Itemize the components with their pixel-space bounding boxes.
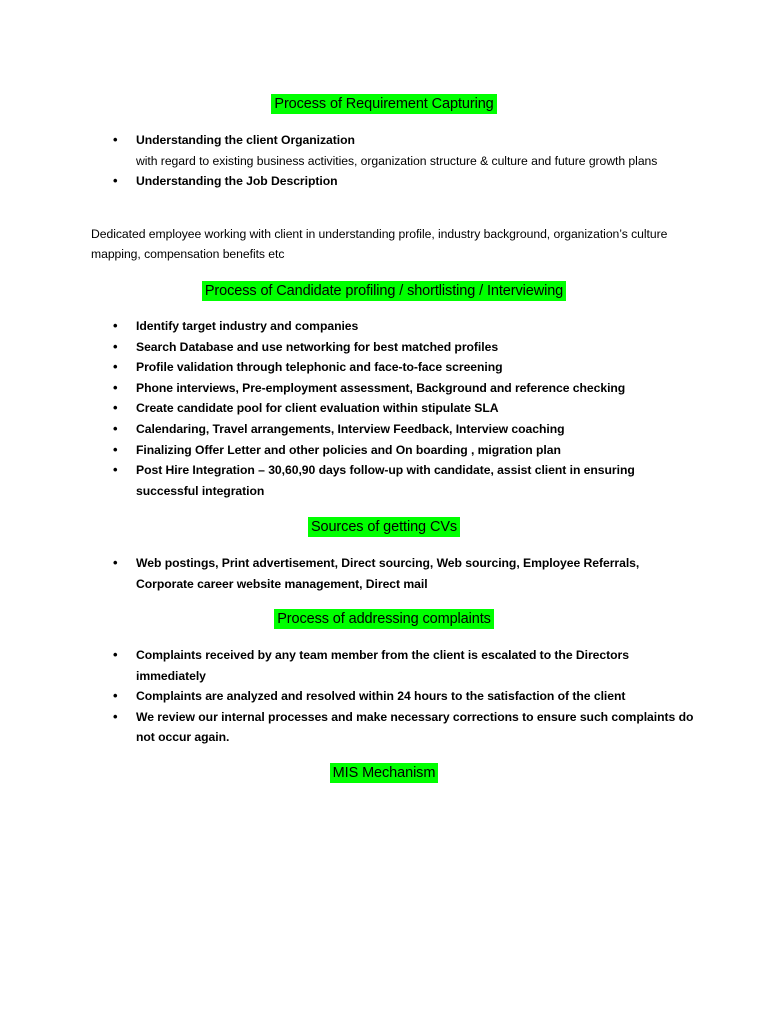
sources-list	[0, 553, 700, 594]
list-item: • Identify target industry and companies	[0, 316, 700, 337]
list-item: • Phone interviews, Pre-employment assessment, Background and reference checking	[0, 378, 700, 399]
list-item: • Search Database and use networking for best matched profiles	[0, 337, 700, 358]
list-item: • Complaints received by any team member from the client is escalated to the Directors immediately	[0, 645, 700, 686]
requirement-item-detail: with regard to existing business activities, organization structure & culture and future growth plans	[136, 153, 658, 168]
heading-addressing-complaints: Process of addressing complaints	[274, 609, 494, 629]
section-heading-wrap	[0, 763, 768, 783]
section-heading-wrap	[0, 609, 768, 629]
heading-mis-mechanism: MIS Mechanism	[330, 763, 439, 783]
heading-requirement-capturing: Process of Requirement Capturing	[271, 94, 496, 114]
list-item	[0, 171, 700, 192]
section-heading-wrap	[0, 94, 768, 114]
list-item: • Create candidate pool for client evaluation within stipulate SLA	[0, 398, 700, 419]
list-item	[0, 130, 700, 171]
section-heading-wrap	[0, 281, 768, 301]
list-item: • Post Hire Integration – 30,60,90 days follow-up with candidate, assist client in ensuring successful integration	[0, 460, 700, 501]
list-item: • Complaints are analyzed and resolved within 24 hours to the satisfaction of the client	[0, 686, 700, 707]
list-item: • We review our internal processes and make necessary corrections to ensure such complaints do not occur again.	[0, 707, 700, 748]
list-item: • Calendaring, Travel arrangements, Interview Feedback, Interview coaching	[0, 419, 700, 440]
requirement-list	[0, 130, 700, 192]
list-item: • Web postings, Print advertisement, Direct sourcing, Web sourcing, Employee Referrals, Corporate career website management, Direct mail	[0, 553, 700, 594]
section-heading-wrap	[0, 517, 768, 537]
requirement-item-title: Understanding the client Organization	[136, 133, 355, 147]
candidate-list	[0, 316, 700, 501]
requirement-item-title: Understanding the Job Description	[136, 174, 338, 189]
requirement-paragraph: Dedicated employee working with client in understanding profile, industry background, organization’s culture mapping, compensation benefits etc	[91, 227, 668, 261]
list-item: • Profile validation through telephonic and face-to-face screening	[0, 357, 700, 378]
complaints-list	[0, 645, 700, 748]
list-item: • Finalizing Offer Letter and other policies and On boarding , migration plan	[0, 440, 700, 461]
heading-sources-cvs: Sources of getting CVs	[308, 517, 460, 537]
heading-candidate-profiling: Process of Candidate profiling / shortlisting / Interviewing	[202, 281, 566, 301]
